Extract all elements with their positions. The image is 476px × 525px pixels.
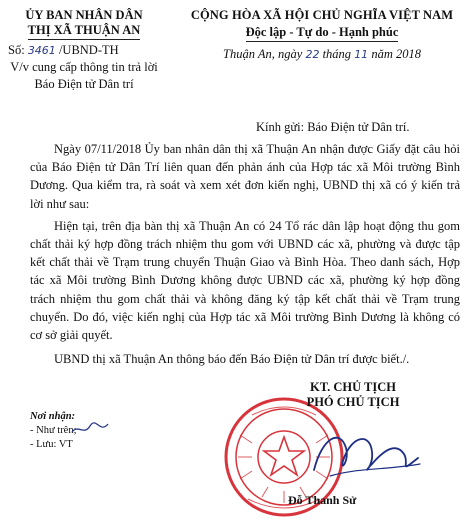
signer-name: Đỗ Thanh Sử <box>288 493 357 507</box>
signer-role-1: KT. CHỦ TỊCH <box>309 380 396 394</box>
national-header <box>172 8 472 62</box>
date-month-word: tháng <box>322 47 352 61</box>
date-year: năm 2018 <box>371 47 421 61</box>
greeting: Kính gửi: Báo Điện tử Dân trí. <box>256 120 410 134</box>
body-paragraph-3: UBND thị xã Thuận An thông báo đến Báo Điện tử Dân trí được biết./. <box>54 352 410 367</box>
date-line <box>172 47 472 62</box>
date-day: 22 <box>305 48 320 61</box>
recipient-item: - Như trên; <box>30 425 77 436</box>
body-paragraph-2: Hiện tại, trên địa bàn thị xã Thuận An có 24 Tổ rác dân lập hoạt động thu gom chất thải ký hợp đồng trách nhiệm thu gom với UBND các xã, phường và được tập kết chất thải về Trạm trung chuyển Thuận Giao và Bình Hòa. Theo danh sách, Hợp tác xã Môi trường Bình Dương không được UBND các xã, phường ký hợp đồng trách nhiệm thu gom chất thải và không đăng ký tập kết chất thải về Trạm trung chuyển. Do đó, việc kiến nghị của Hợp tác xã Môi trường Bình Dương là không có cơ sở giải quyết. <box>30 218 460 343</box>
letter-body <box>30 140 460 368</box>
issuer-block <box>4 8 164 92</box>
signer-role-2: PHÓ CHỦ TỊCH <box>306 395 400 409</box>
docno-prefix: Số: <box>8 43 25 57</box>
issuer-subname: THỊ XÃ THUẬN AN <box>28 23 141 40</box>
date-month: 11 <box>354 48 369 61</box>
docno-suffix: /UBND-TH <box>58 43 119 57</box>
nation-title: CỘNG HÒA XÃ HỘI CHỦ NGHĨA VIỆT NAM <box>190 8 454 22</box>
national-motto: Độc lập - Tự do - Hạnh phúc <box>246 25 399 42</box>
docno-handwritten: 3461 <box>27 44 56 57</box>
document-number <box>4 43 164 58</box>
recipients-title: Nơi nhận: <box>30 411 76 422</box>
issuer-name: ỦY BAN NHÂN DÂN <box>25 8 143 22</box>
signature-block <box>268 380 438 410</box>
subject-line-1: V/v cung cấp thông tin trả lời <box>10 60 158 74</box>
initial-mark-icon <box>70 418 110 440</box>
handwritten-signature-icon <box>300 418 430 490</box>
date-place: Thuận An, ngày <box>223 47 303 61</box>
recipient-item: - Lưu: VT <box>30 439 73 450</box>
subject-line-2: Báo Điện tử Dân trí <box>34 77 134 91</box>
body-paragraph-1: Ngày 07/11/2018 Ủy ban nhân dân thị xã Thuận An nhận được Giấy đặt câu hỏi của Báo Điện tử Dân Trí liên quan đến phản ánh của Hợp tác xã Môi trường Bình Dương. Qua kiểm tra, rà soát và xem xét đơn kiến nghị, UBND thị xã có ý kiến trả lời như sau: <box>30 142 460 211</box>
